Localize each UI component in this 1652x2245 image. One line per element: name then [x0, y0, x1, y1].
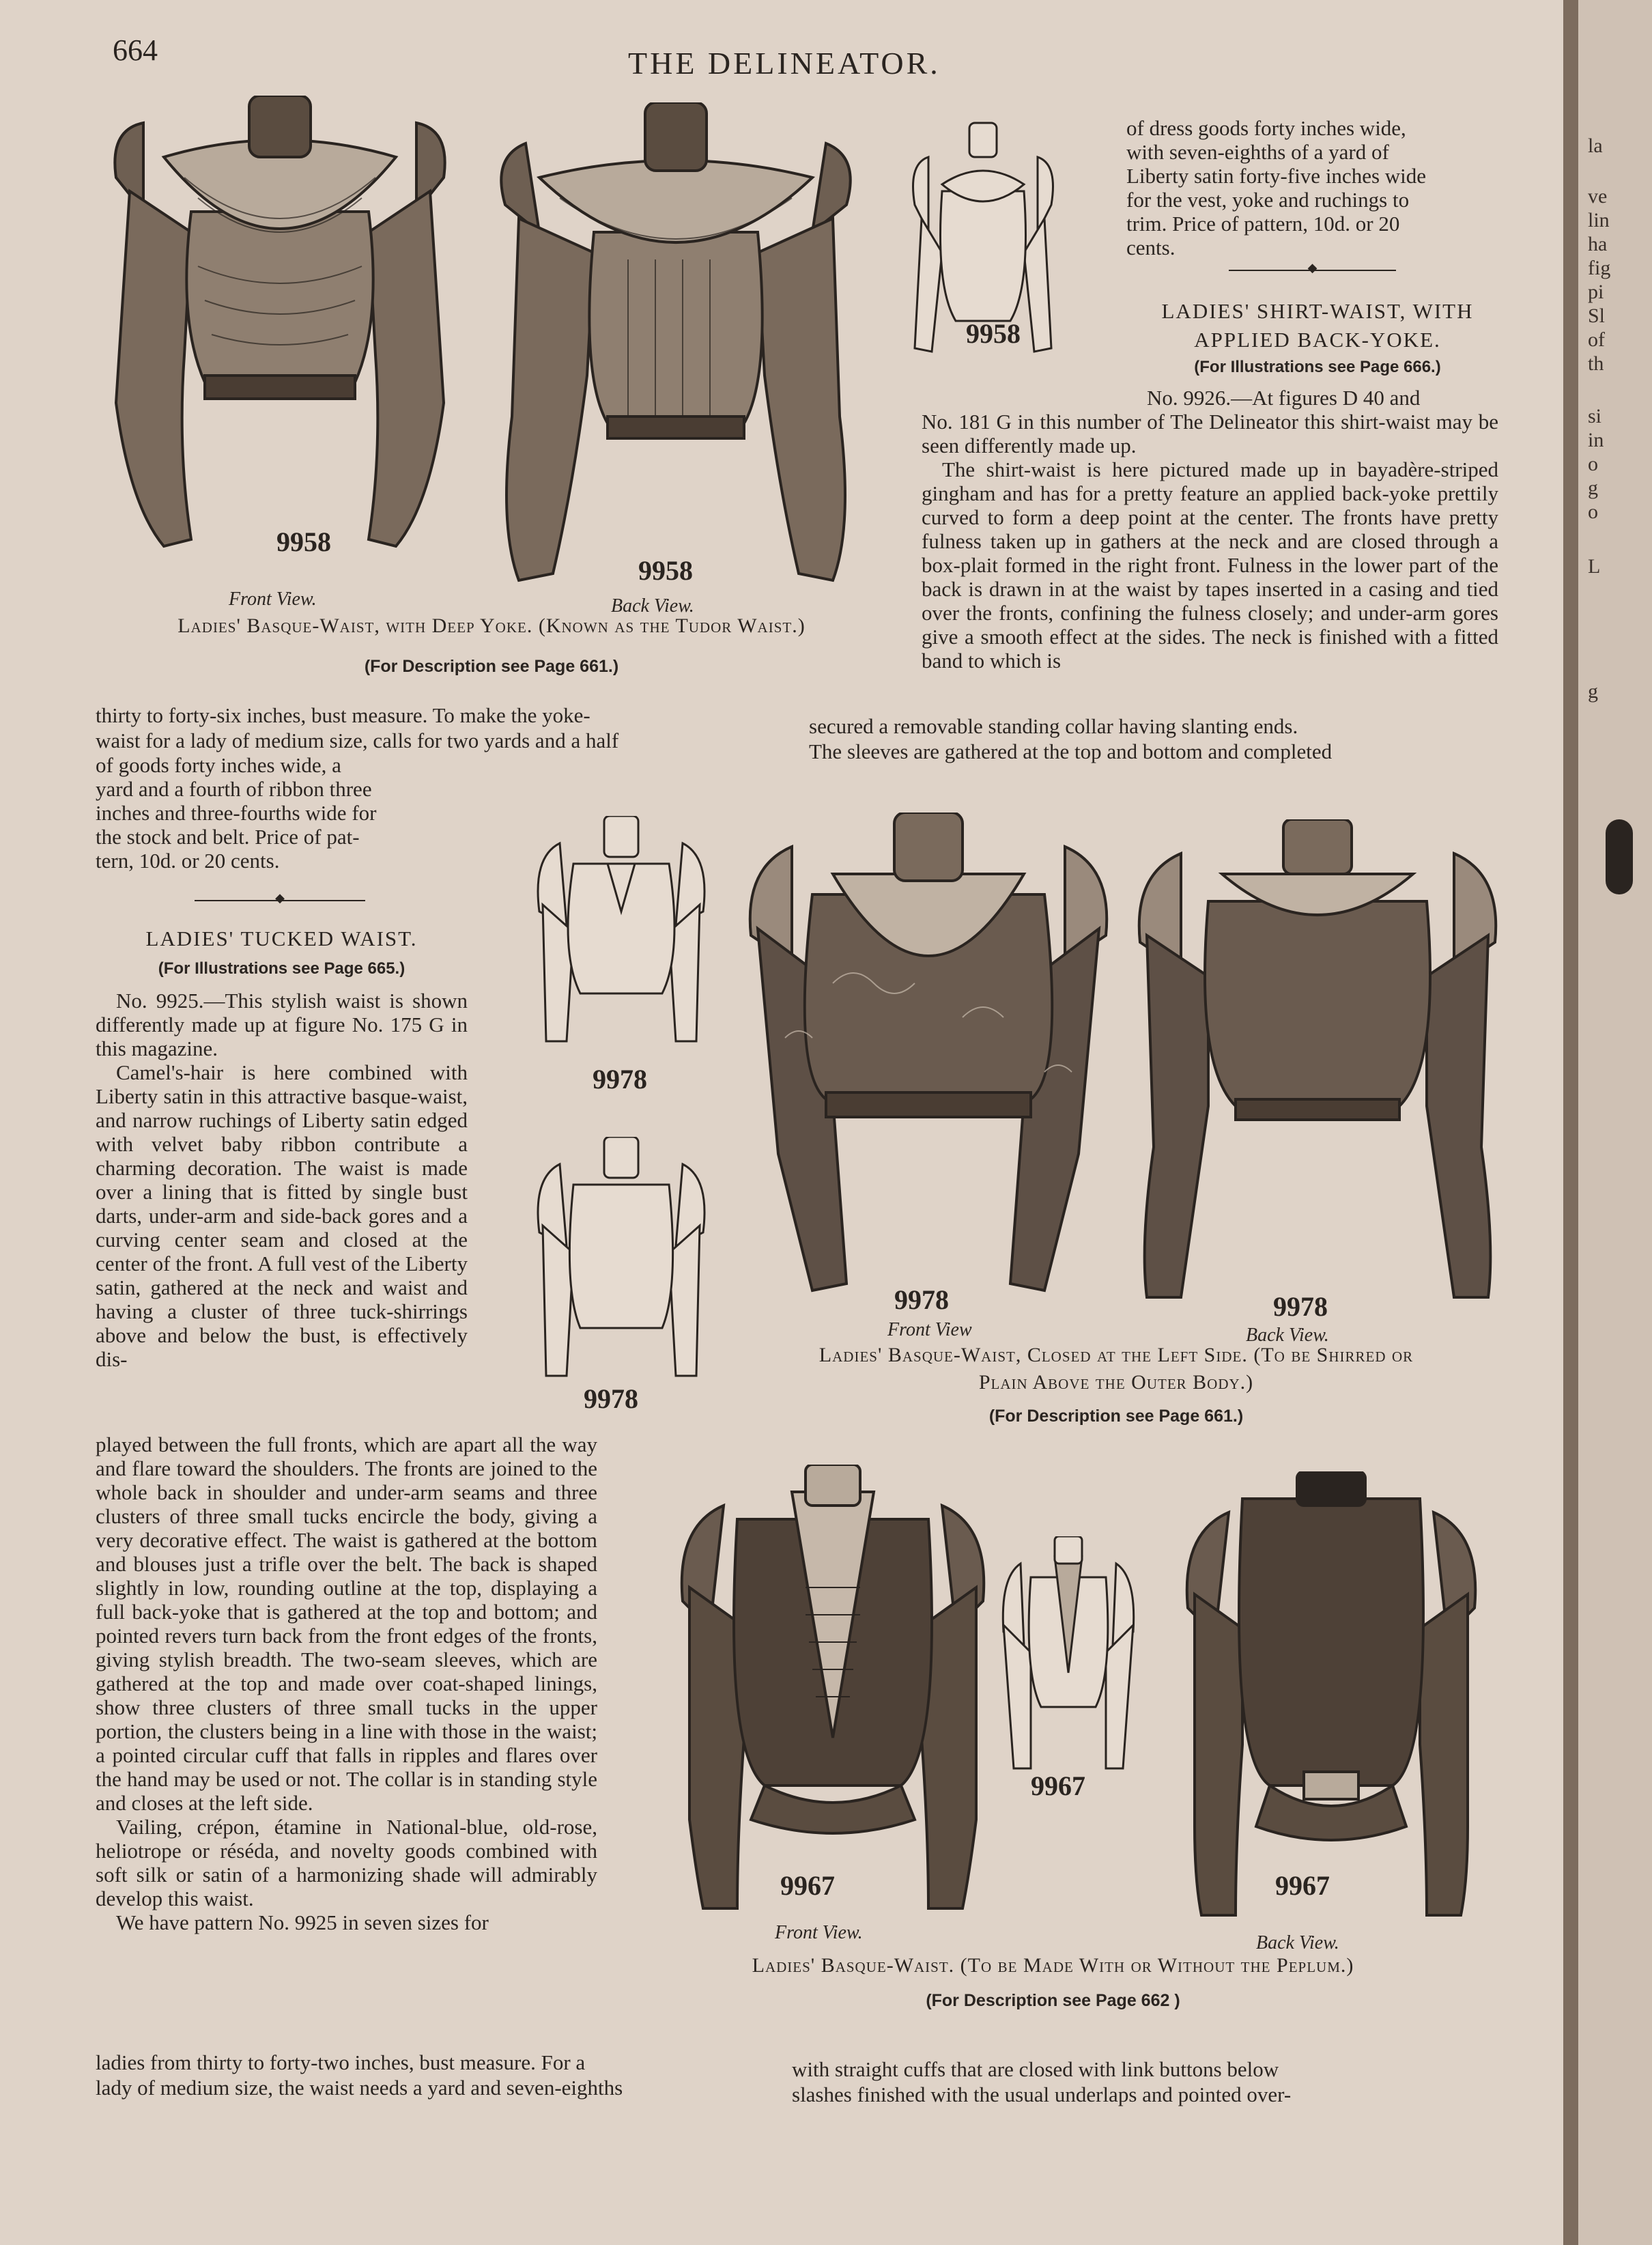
waist-9978-small-back-outline [532, 1137, 710, 1383]
waist-9978-small-front-outline [532, 816, 710, 1048]
paragraph: played between the full fronts, which are apart all the way and flare toward the shoulders. The fronts are joined to the whole back in shoulder and under-arm seams and three clusters of three small tucks encircle the body, giving a very decorative effect. The waist is gathered at the bottom and blouses just a trifle over the belt. The back is shaped slightly in low, rounding outline at the top, displaying a full back-yoke that is gathered at the top and bottom; and pointed revers turn back from the front edges of the fronts, giving stylish breadth. The two-seam sleeves, which are gathered at the top and made over coat-shaped linings, show three clusters of three small tucks in the upper portion, the clusters being in a line with those in the waist; a pointed circular cuff that falls in ripples and flares over the hand may be used or not. The collar is in standing style and closes at the left side. [96, 1432, 597, 1815]
text-line: the stock and belt. Price of pat- [96, 825, 360, 849]
next-page-fragment: th [1588, 352, 1604, 375]
waist-9967-small-outline [993, 1536, 1143, 1782]
paragraph: The shirt-waist is here pictured made up in bayadère-striped gingham and has for a pretty feature an applied back-yoke prettily curved to form a deep point at the center. The fronts have pretty fulness taken up in gathers at the neck and are closed through a box-plait formed in the right front. Fulness in the lower part of the back is drawn in at the waist by tapes inserted in a casing and tied over the fronts, confining the fulness closely; and under-arm gores give a smooth effect at the sides. The neck is finished with a fitted band to which is [922, 457, 1498, 673]
waist-9967-front-illustration [669, 1465, 997, 1915]
running-head: THE DELINEATOR. [628, 46, 941, 81]
pattern-number: 9967 [1031, 1770, 1085, 1801]
right-column-body [922, 410, 1498, 673]
figure-caption: Ladies' Basque-Waist, Closed at the Left Side. (To be Shirred or [818, 1344, 1414, 1366]
next-page-fragment: ve [1588, 185, 1608, 208]
pattern-number: 9958 [276, 526, 331, 557]
next-page-fragment: Sl [1588, 305, 1606, 327]
text-line: cents. [1126, 236, 1176, 259]
text-line: Liberty satin forty-five inches wide [1126, 164, 1427, 188]
text-line: inches and three-fourths wide for [96, 801, 377, 825]
next-page-fragment: g [1588, 477, 1598, 499]
section-heading: APPLIED BACK-YOKE. [1194, 328, 1441, 352]
illustration-note: (For Illustrations see Page 665.) [158, 959, 405, 978]
section-rule [195, 900, 365, 901]
next-page-fragment: o [1588, 453, 1598, 475]
text-line: with seven-eighths of a yard of [1126, 140, 1389, 164]
text-line: ladies from thirty to forty-two inches, bust measure. For a [96, 2050, 586, 2074]
figure-caption: Plain Above the Outer Body.) [978, 1371, 1254, 1394]
description-note: (For Description see Page 662 ) [926, 1991, 1180, 2010]
page-number: 664 [113, 33, 158, 67]
illustration-note: (For Illustrations see Page 666.) [1194, 358, 1441, 376]
text-line: No. 9926.—At figures D 40 and [1147, 386, 1421, 410]
waist-9978-front-illustration [737, 813, 1120, 1304]
next-page-fragment: la [1588, 135, 1603, 157]
left-column-continued [96, 753, 468, 873]
text-line: for the vest, yoke and ruchings to [1126, 188, 1410, 212]
text-line: yard and a fourth of ribbon three [96, 777, 372, 801]
back-view-label: Back View. [611, 595, 694, 617]
page-tab-mark [1606, 819, 1633, 894]
section-heading: LADIES' SHIRT-WAIST, WITH [1161, 299, 1474, 323]
paragraph: Camel's-hair is here combined with Liberty satin in this attractive basque-waist, and narrow ruchings of Liberty satin edged with velvet baby ribbon contribute a charming decoration. The waist is made over a lining that is fitted by single bust darts, under-arm and side-back gores and a curving center seam and closed at the center of the front. A full vest of the Liberty satin, gathered at the neck and waist and having a cluster of three tuck-shirrings above and below the bust, is effectively dis- [96, 1060, 468, 1371]
text-line: of goods forty inches wide, a [96, 753, 341, 777]
next-page-fragment: in [1588, 429, 1604, 451]
text-line: secured a removable standing collar having slanting ends. [809, 714, 1298, 738]
text-line: tern, 10d. or 20 cents. [96, 849, 280, 873]
waist-9958-front-illustration [102, 96, 457, 574]
next-page-fragment: pi [1588, 281, 1604, 303]
figure-caption: Ladies' Basque-Waist. (To be Made With or Without the Peplum.) [752, 1954, 1354, 1977]
front-view-label: Front View. [775, 1922, 863, 1943]
paragraph: Vailing, crépon, étamine in National-blue, old-rose, heliotrope or réséda, and novelty goods combined with soft silk or satin of a harmonizing shade will admirably develop this waist. [96, 1815, 597, 1910]
next-page-fragment: fig [1588, 257, 1611, 279]
next-page-fragment: of [1588, 328, 1605, 351]
description-note: (For Description see Page 661.) [988, 1407, 1244, 1426]
text-line: waist for a lady of medium size, calls for two yards and a half [96, 729, 619, 752]
back-view-label: Back View. [1256, 1932, 1339, 1953]
next-page-fragment: si [1588, 405, 1602, 427]
front-view-label: Front View. [229, 589, 317, 610]
pattern-number: 9967 [780, 1870, 835, 1901]
next-page-fragment: L [1588, 555, 1601, 578]
left-column-body-wide [96, 1432, 597, 1934]
paragraph: No. 181 G in this number of The Delineator this shirt-waist may be seen differently made up. [922, 410, 1498, 457]
next-page-fragment: g [1588, 680, 1598, 703]
next-page-fragment: lin [1588, 209, 1610, 231]
waist-9958-back-illustration [492, 102, 860, 594]
pattern-number: 9978 [593, 1064, 647, 1095]
back-view-label: Back View. [1246, 1325, 1329, 1346]
waist-9978-back-illustration [1133, 819, 1502, 1311]
pattern-number: 9958 [966, 318, 1021, 349]
page-gutter [1563, 0, 1578, 2245]
next-page-fragment: ha [1588, 233, 1608, 255]
left-column-body [96, 989, 468, 1371]
text-line: trim. Price of pattern, 10d. or 20 [1126, 212, 1400, 236]
description-note: (For Description see Page 661.) [364, 657, 619, 676]
text-line: thirty to forty-six inches, bust measure. To make the yoke- [96, 703, 590, 727]
text-line: with straight cuffs that are closed with link buttons below [792, 2057, 1279, 2081]
right-column-top [1126, 116, 1505, 259]
section-rule [1229, 270, 1396, 271]
pattern-number: 9958 [638, 555, 693, 586]
pattern-number: 9967 [1275, 1870, 1330, 1901]
next-page-edge [1578, 0, 1652, 2245]
text-line: lady of medium size, the waist needs a yard and seven-eighths [96, 2076, 623, 2100]
pattern-number: 9978 [894, 1284, 949, 1315]
paragraph: No. 9925.—This stylish waist is shown differently made up at figure No. 175 G in this magazine. [96, 989, 468, 1060]
figure-caption: Ladies' Basque-Waist, with Deep Yoke. (Known as the Tudor Waist.) [177, 615, 806, 637]
pattern-number: 9978 [1273, 1291, 1328, 1322]
front-view-label: Front View [887, 1319, 972, 1340]
text-line: of dress goods forty inches wide, [1126, 116, 1406, 140]
text-line: slashes finished with the usual underlaps and pointed over- [792, 2082, 1292, 2106]
waist-9967-back-illustration [1181, 1471, 1481, 1922]
next-page-fragment: o [1588, 500, 1598, 523]
paragraph: We have pattern No. 9925 in seven sizes for [116, 1910, 489, 1934]
text-line: The sleeves are gathered at the top and bottom and completed [809, 739, 1333, 763]
pattern-number: 9978 [584, 1383, 638, 1414]
section-heading: LADIES' TUCKED WAIST. [145, 927, 418, 950]
